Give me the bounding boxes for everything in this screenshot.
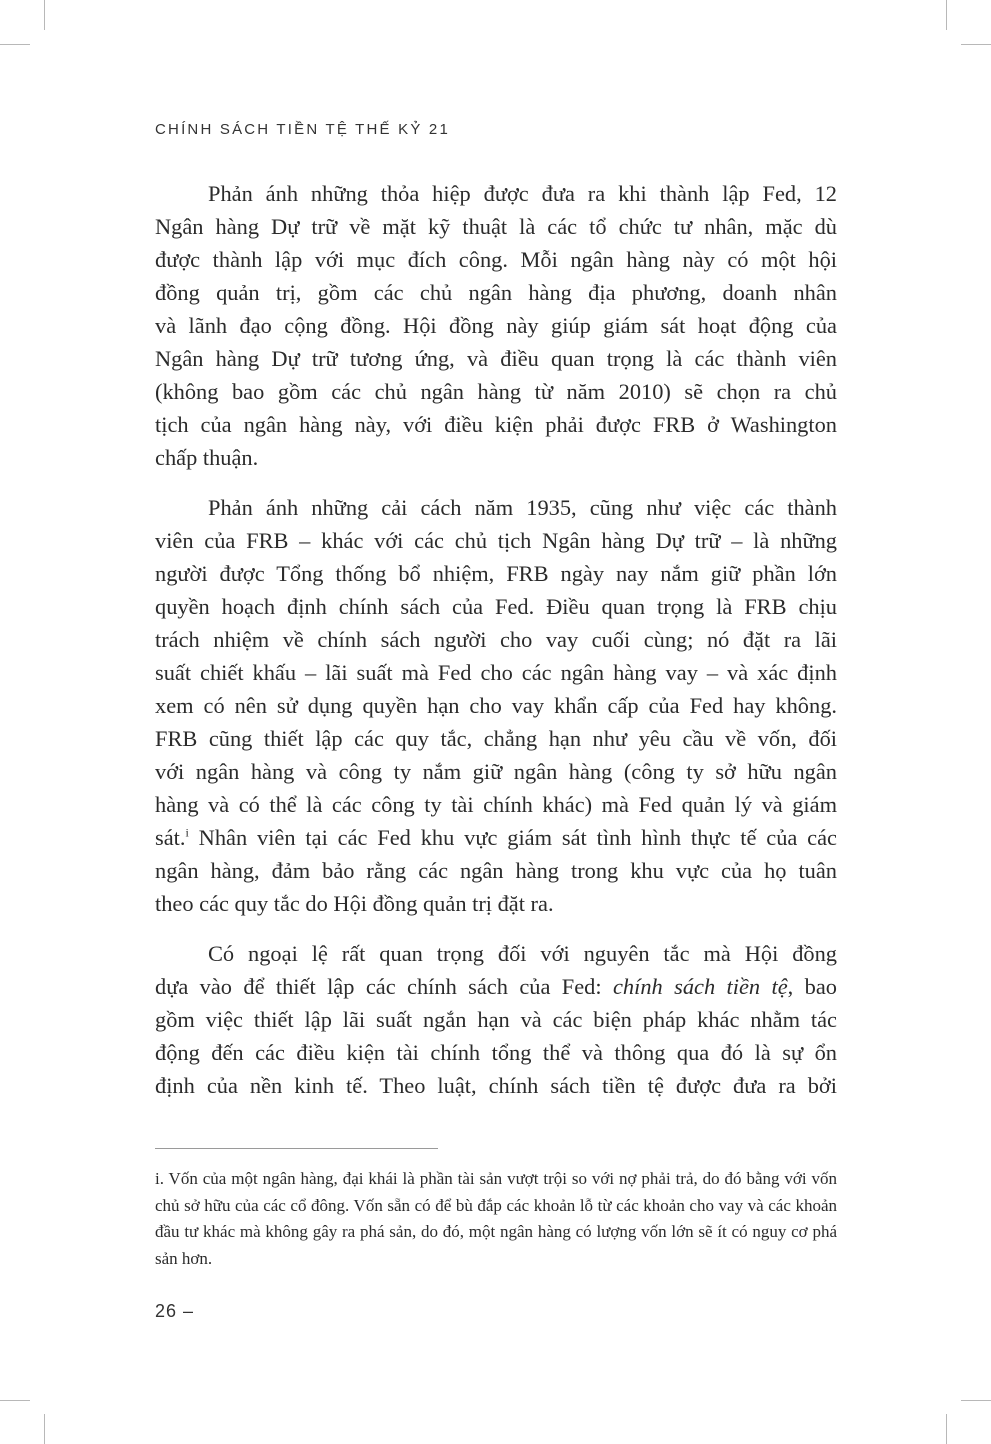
footnote-marker[interactable]: i <box>185 825 189 840</box>
text-line: FRB cũng thiết lập các quy tắc, chẳng hạn như yêu cầu về vốn, đối <box>155 726 837 751</box>
running-header: CHÍNH SÁCH TIỀN TỆ THẾ KỶ 21 <box>155 121 450 138</box>
body-text <box>155 177 837 1119</box>
text-line: quyền hoạch định chính sách của Fed. Điều quan trọng là FRB chịu <box>155 594 837 619</box>
paragraph-1 <box>155 177 837 474</box>
text-line: (không bao gồm các chủ ngân hàng từ năm 2010) sẽ chọn ra chủ <box>155 379 837 404</box>
text-line: định của nền kinh tế. Theo luật, chính sách tiền tệ được đưa ra bởi <box>155 1073 837 1098</box>
text-line: Phản ánh những cải cách năm 1935, cũng như việc các thành <box>208 495 837 520</box>
footnote-divider <box>155 1148 438 1149</box>
text-line: Ngân hàng Dự trữ tương ứng, và điều quan trọng là các thành viên <box>155 346 837 371</box>
text-line: viên của FRB – khác với các chủ tịch Ngân hàng Dự trữ – là những <box>155 528 837 553</box>
crop-mark <box>0 1400 30 1401</box>
text-fragment: Nhân viên tại các Fed khu vực giám sát tình hình thực tế của các <box>188 825 837 850</box>
crop-mark <box>961 1400 991 1401</box>
text-line: hàng và có thể là các công ty tài chính khác) mà Fed quản lý và giám <box>155 792 837 817</box>
text-line: được thành lập với mục đích công. Mỗi ngân hàng này có một hội <box>155 247 837 272</box>
text-line: ngân hàng, đảm bảo rằng các ngân hàng trong khu vực của họ tuân <box>155 858 837 883</box>
text-line: chấp thuận. <box>155 445 259 470</box>
footnote: i. Vốn của một ngân hàng, đại khái là phần tài sản vượt trội so với nợ phải trả, do đó bằng với vốn chủ sở hữu của các cổ đông. Vốn sẵn có để bù đắp các khoản lỗ từ các khoản cho vay và các khoản đầu tư khác mà không gây ra phá sản, do đó, một ngân hàng có lượng vốn lớn sẽ ít có nguy cơ phá sản hơn. <box>155 1169 837 1268</box>
text-line: với ngân hàng và công ty nắm giữ ngân hàng (công ty sở hữu ngân <box>155 759 837 784</box>
text-line: theo các quy tắc do Hội đồng quản trị đặt ra. <box>155 891 554 916</box>
text-line: xem có nên sử dụng quyền hạn cho vay khẩn cấp của Fed hay không. <box>155 693 837 718</box>
text-line: trách nhiệm về chính sách người cho vay cuối cùng; nó đặt ra lãi <box>155 627 837 652</box>
crop-mark <box>946 1414 947 1444</box>
text-line: người được Tổng thống bổ nhiệm, FRB ngày nay nắm giữ phần lớn <box>155 561 837 586</box>
crop-mark <box>0 44 30 45</box>
text-line: Ngân hàng Dự trữ về mặt kỹ thuật là các tổ chức tư nhân, mặc dù <box>155 214 837 239</box>
text-line <box>155 821 837 854</box>
text-line: Phản ánh những thỏa hiệp được đưa ra khi thành lập Fed, 12 <box>208 181 837 206</box>
crop-mark <box>44 0 45 30</box>
text-fragment: sát. <box>155 825 186 850</box>
text-line: đồng quản trị, gồm các chủ ngân hàng địa phương, doanh nhân <box>155 280 837 305</box>
text-fragment: dựa vào để thiết lập các chính sách của Fed: <box>155 974 613 999</box>
page-number: 26 – <box>155 1301 195 1321</box>
crop-mark <box>44 1414 45 1444</box>
crop-mark <box>946 0 947 30</box>
text-fragment: , bao <box>787 974 837 999</box>
text-line: tịch của ngân hàng này, với điều kiện phải được FRB ở Washington <box>155 412 837 437</box>
italic-term: chính sách tiền tệ <box>612 974 788 999</box>
crop-mark <box>961 44 991 45</box>
paragraph-3 <box>155 937 837 1102</box>
text-line <box>155 970 837 1003</box>
text-line: và lãnh đạo cộng đồng. Hội đồng này giúp giám sát hoạt động của <box>155 313 837 338</box>
text-line: gồm việc thiết lập lãi suất ngắn hạn và các biện pháp khác nhằm tác <box>155 1007 837 1032</box>
text-line: động đến các điều kiện tài chính tổng thể và thông qua đó là sự ổn <box>155 1040 837 1065</box>
text-line: Có ngoại lệ rất quan trọng đối với nguyên tắc mà Hội đồng <box>208 941 837 966</box>
paragraph-2 <box>155 491 837 920</box>
text-line: suất chiết khấu – lãi suất mà Fed cho các ngân hàng vay – và xác định <box>155 660 837 685</box>
